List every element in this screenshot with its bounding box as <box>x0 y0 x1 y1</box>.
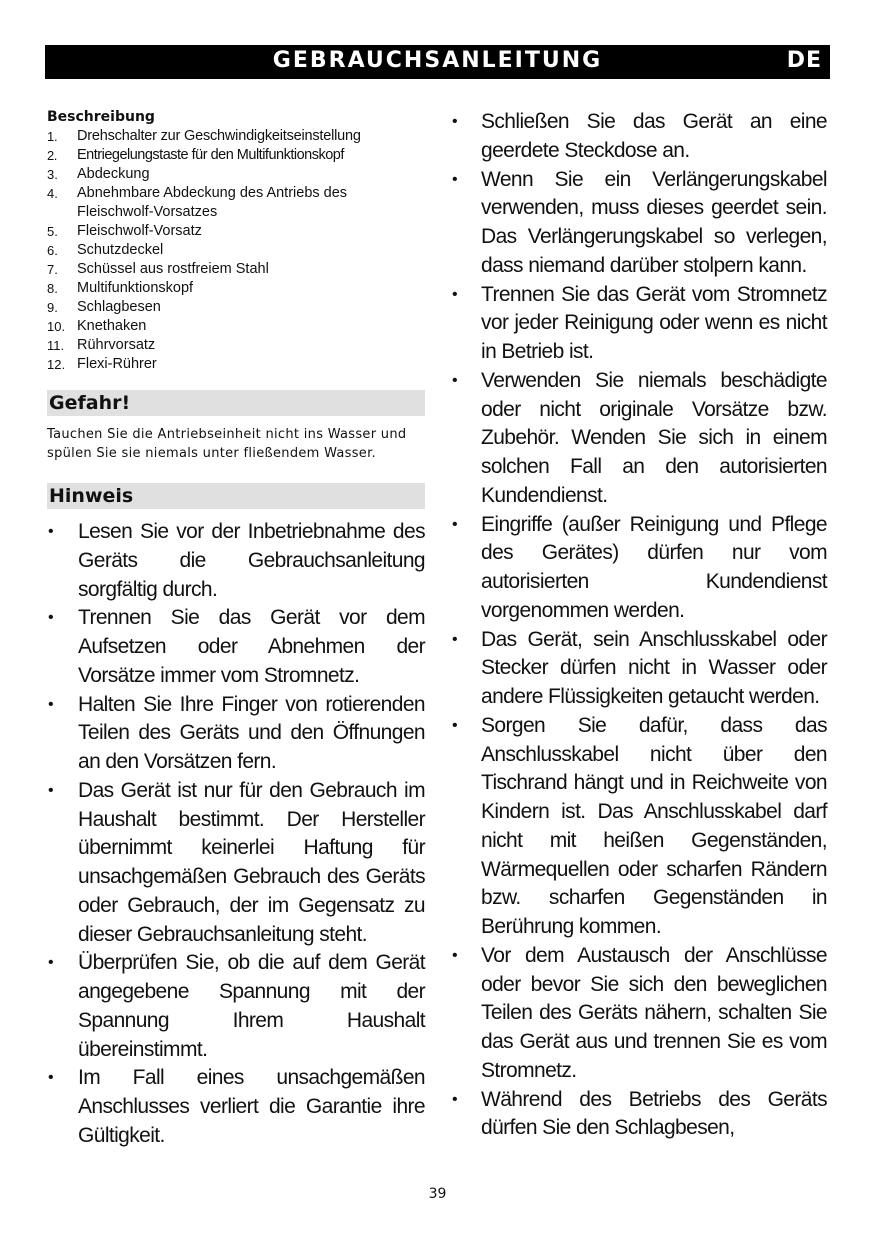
notice-item: • Halten Sie Ihre Finger von rotierenden Teilen des Geräts und den Öffnungen an den Vorsätzen fern. <box>47 691 425 777</box>
notice-item: • Eingriffe (außer Reinigung und Pflege des Gerätes) dürfen nur vom autorisierten Kundendienst vorgenommen werden. <box>450 511 827 626</box>
notice-item: • Trennen Sie das Gerät vom Stromnetz vor jeder Reinigung oder wenn es nicht in Betrieb ist. <box>450 281 827 367</box>
right-column <box>450 108 827 1143</box>
page-number: 39 <box>428 1186 447 1202</box>
language-code: DE <box>786 48 822 73</box>
parts-list-item: 1. Drehschalter zur Geschwindigkeitseinstellung <box>47 128 361 144</box>
notice-item: • Vor dem Austausch der Anschlüsse oder bevor Sie sich den beweglichen Teilen des Geräts nähern, schalten Sie das Gerät aus und trennen Sie es vom Stromnetz. <box>450 942 827 1086</box>
notice-list-right <box>450 108 827 1143</box>
notice-item: • Überprüfen Sie, ob die auf dem Gerät angegebene Spannung mit der Spannung Ihrem Haushalt übereinstimmt. <box>47 949 425 1064</box>
left-column <box>47 108 425 1151</box>
notice-item: • Lesen Sie vor der Inbetriebnahme des Geräts die Gebrauchsanleitung sorgfältig durch. <box>47 518 425 604</box>
parts-list-item: 9. Schlagbesen <box>47 299 161 315</box>
notice-item: • Wenn Sie ein Verlängerungskabel verwenden, muss dieses geerdet sein. Das Verlängerungskabel so verlegen, dass niemand darüber stolpern kann. <box>450 166 827 281</box>
parts-list-item: 8. Multifunktionskopf <box>47 280 194 296</box>
danger-heading: Gefahr! <box>47 390 425 416</box>
parts-list-item: 2. Entriegelungstaste für den Multifunktionskopf <box>47 147 344 163</box>
notice-item: • Während des Betriebs des Geräts dürfen Sie den Schlagbesen, <box>450 1086 827 1144</box>
notice-heading: Hinweis <box>47 483 425 509</box>
parts-list-item: 7. Schüssel aus rostfreiem Stahl <box>47 261 269 277</box>
parts-list-item: 10. Knethaken <box>47 318 147 334</box>
notice-item: • Trennen Sie das Gerät vor dem Aufsetzen oder Abnehmen der Vorsätze immer vom Stromnetz. <box>47 604 425 690</box>
parts-list-item: 11. Rührvorsatz <box>47 337 156 353</box>
header-title: GEBRAUCHSANLEITUNG <box>272 48 603 73</box>
description-heading: Beschreibung <box>47 109 155 125</box>
notice-item: • Im Fall eines unsachgemäßen Anschlusses verliert die Garantie ihre Gültigkeit. <box>47 1064 425 1150</box>
parts-list-item: 6. Schutzdeckel <box>47 242 164 258</box>
notice-item: • Schließen Sie das Gerät an eine geerdete Steckdose an. <box>450 108 827 166</box>
danger-text: Tauchen Sie die Antriebseinheit nicht ins Wasser und spülen Sie sie niemals unter fließendem Wasser. <box>47 427 407 461</box>
notice-item: • Das Gerät, sein Anschlusskabel oder Stecker dürfen nicht in Wasser oder andere Flüssigkeiten getaucht werden. <box>450 626 827 712</box>
parts-list-item: 4. Abnehmbare Abdeckung des Antriebs des Fleischwolf-Vorsatzes <box>47 185 348 220</box>
parts-list-item: 5. Fleischwolf-Vorsatz <box>47 223 202 239</box>
notice-list-left <box>47 518 425 1151</box>
parts-list <box>47 127 425 374</box>
parts-list-item: 12. Flexi-Rührer <box>47 356 157 372</box>
parts-list-item: 3. Abdeckung <box>47 166 150 182</box>
notice-item: • Sorgen Sie dafür, dass das Anschlusskabel nicht über den Tischrand hängt und in Reichweite von Kindern ist. Das Anschlusskabel darf nicht mit heißen Gegenständen, Wärmequellen oder scharfen Rändern bzw. scharfen Gegenständen in Berührung kommen. <box>450 712 827 942</box>
page-header <box>45 45 830 79</box>
notice-item: • Das Gerät ist nur für den Gebrauch im Haushalt bestimmt. Der Hersteller übernimmt keinerlei Haftung für unsachgemäßen Gebrauch des Geräts oder Gebrauch, der im Gegensatz zu dieser Gebrauchsanleitung steht. <box>47 777 425 950</box>
notice-item: • Verwenden Sie niemals beschädigte oder nicht originale Vorsätze bzw. Zubehör. Wenden Sie sich in einem solchen Fall an den autorisierten Kundendienst. <box>450 367 827 511</box>
